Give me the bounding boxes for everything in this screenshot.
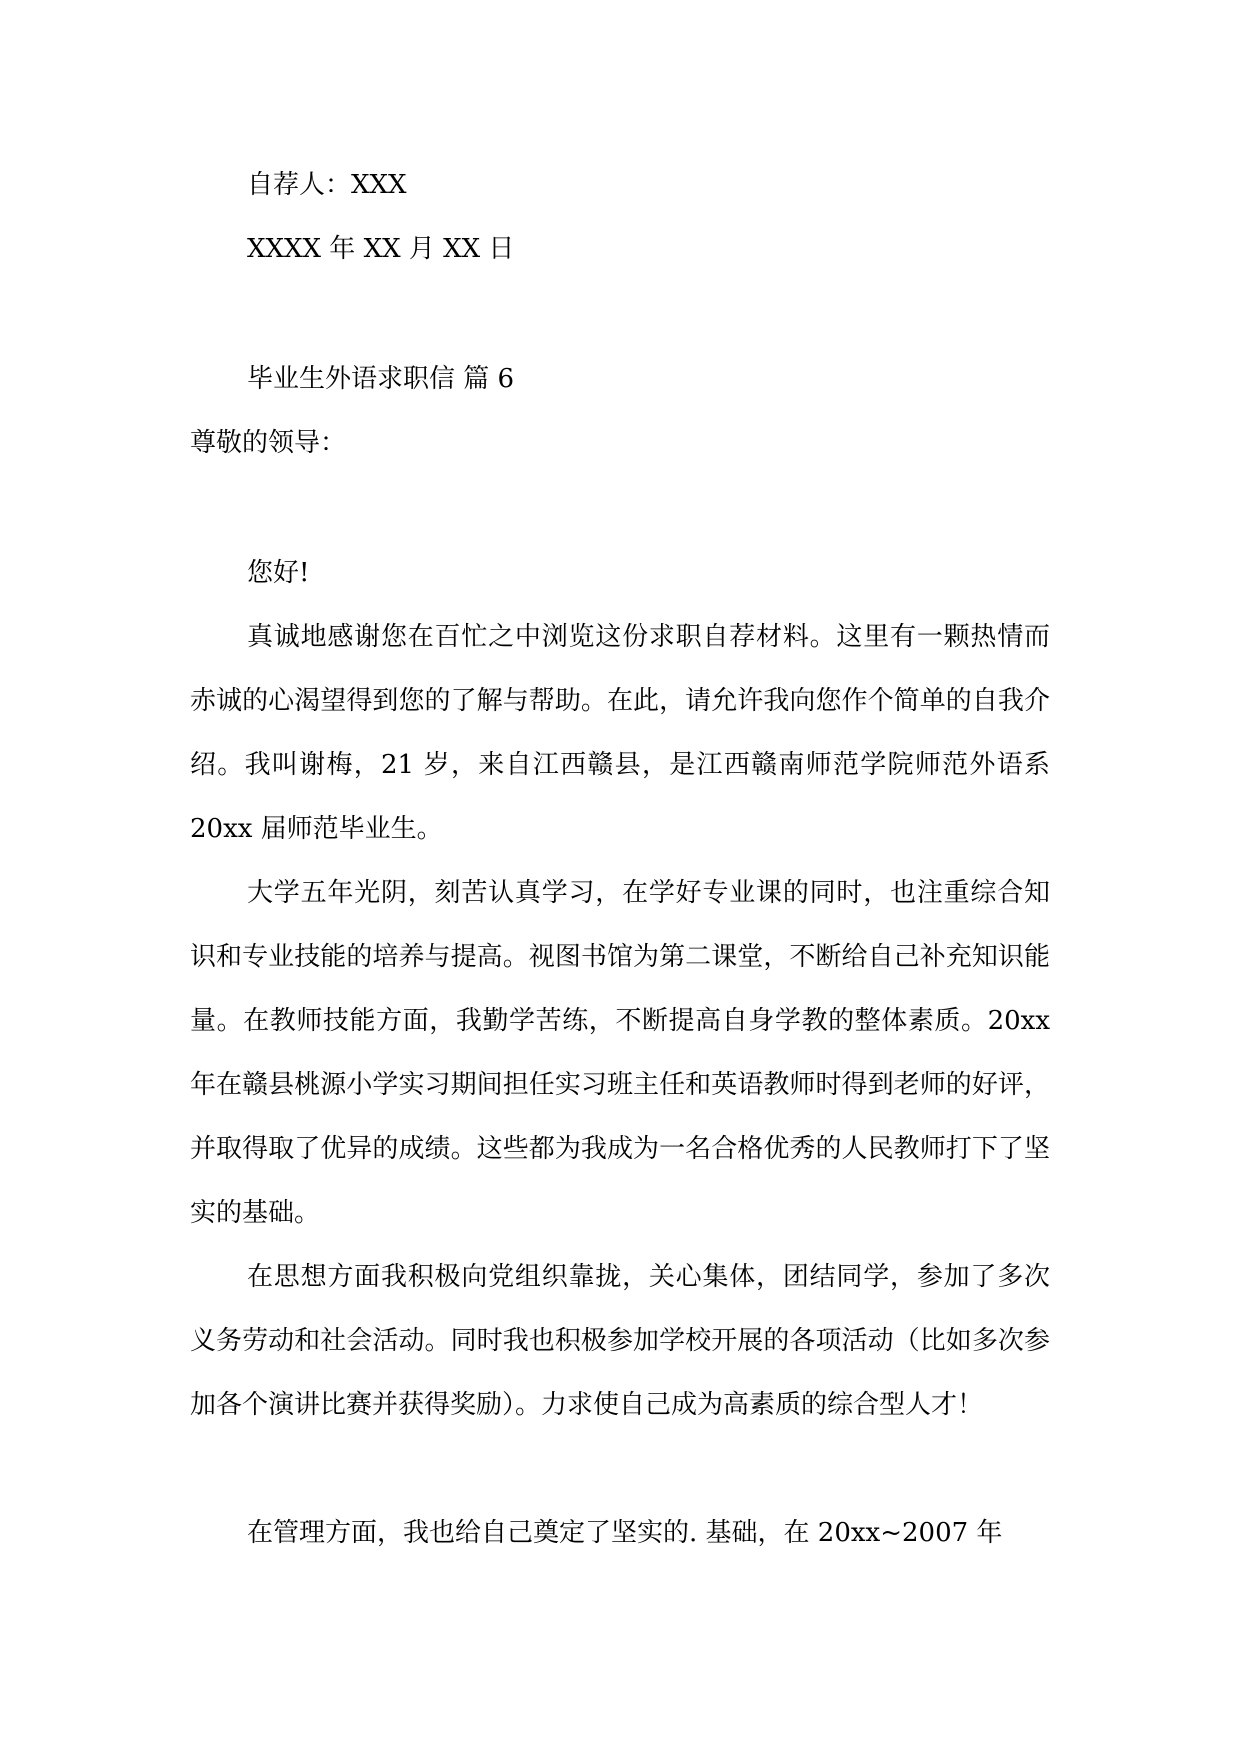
paragraph-management: 在管理方面，我也给自己奠定了坚实的. 基础，在 20xx~2007 年 [247,1518,1003,1548]
paragraph-study: 大学五年光阴，刻苦认真学习，在学好专业课的同时，也注重综合知识和专业技能的培养与提高。视图书馆为第二课堂，不断给自己补充知识能量。在教师技能方面，我勤学苦练，不断提高自身学教的整体素质。20xx 年在赣县桃源小学实习期间担任实习班主任和英语教师时得到老师的好评，并取得取了优异的成绩。这些都为我成为一名合格优秀的人民教师打下了坚实的基础。 [190,878,1050,1228]
letter-title: 毕业生外语求职信 篇 6 [247,364,515,394]
paragraph-introduction: 真诚地感谢您在百忙之中浏览这份求职自荐材料。这里有一颗热情而赤诚的心渴望得到您的了解与帮助。在此，请允许我向您作个简单的自我介绍。我叫谢梅，21 岁，来自江西赣县，是江西赣南师范学院师范外语系 20xx 届师范毕业生。 [190,622,1050,844]
recommender-line: 自荐人：XXX [247,170,407,200]
signoff-date: XXXX 年 XX 月 XX 日 [247,234,515,264]
salutation: 尊敬的领导： [190,428,347,458]
greeting: 您好! [247,558,310,588]
paragraph-ideology: 在思想方面我积极向党组织靠拢，关心集体，团结同学，参加了多次义务劳动和社会活动。同时我也积极参加学校开展的各项活动（比如多次参加各个演讲比赛并获得奖励）。力求使自己成为高素质的综合型人才！ [190,1262,1050,1420]
